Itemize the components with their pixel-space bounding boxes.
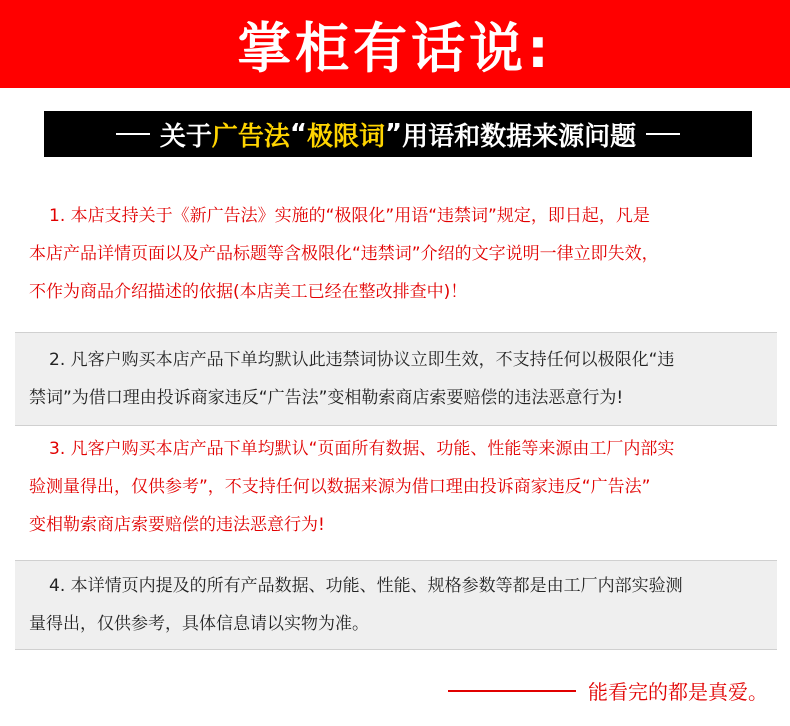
paragraph-line: 2. 凡客户购买本店产品下单均默认此违禁词协议立即生效，不支持任何以极限化“违 [49,350,675,370]
subtitle-left-dash [116,133,150,135]
paragraph-line: 不作为商品介绍描述的依据(本店美工已经在整改排查中)！ [29,282,468,302]
subtitle-right-dash [646,133,680,135]
subtitle-highlight-extreme-words: 极限词 [307,121,386,152]
paragraph-line: 验测量得出，仅供参考”，不支持任何以数据来源为借口理由投诉商家违反“广告法” [29,477,651,497]
paragraph-line: 4. 本详情页内提及的所有产品数据、功能、性能、规格参数等都是由工厂内部实验测 [49,576,683,596]
footer-text: 能看完的都是真爱。 [588,680,768,704]
paragraph-line: 变相勒索商店索要赔偿的违法恶意行为! [29,515,325,535]
paragraph-line: 本店产品详情页面以及产品标题等含极限化“违禁词”介绍的文字说明一律立即失效， [29,244,659,264]
paragraph-line: 1. 本店支持关于《新广告法》实施的“极限化”用语“违禁词”规定，即日起，凡是 [49,206,650,226]
subtitle-post: 用语和数据来源问题 [402,121,637,152]
subtitle-highlight-ad-law: 广告法 [211,121,290,152]
notice-paragraph-3 [15,430,777,544]
header-banner [0,0,790,88]
subtitle-quote-open: “ [289,119,307,149]
notice-paragraph-1 [15,197,777,311]
banner-title: 掌柜有话说: [237,16,553,80]
footer-signoff [448,676,768,705]
paragraph-line: 禁词”为借口理由投诉商家违反“广告法”变相勒索商店索要赔偿的违法恶意行为! [29,388,624,408]
paragraph-line: 3. 凡客户购买本店产品下单均默认“页面所有数据、功能、性能等来源由工厂内部实 [49,439,675,459]
paragraph-line: 量得出，仅供参考，具体信息请以实物为准。 [29,614,369,634]
notice-paragraph-4 [15,560,777,650]
subtitle-quote-close: ” [385,119,403,149]
notice-paragraph-2 [15,332,777,426]
subtitle-bar [44,111,752,157]
subtitle-pre: 关于 [159,121,212,152]
footer-rule [448,690,576,692]
